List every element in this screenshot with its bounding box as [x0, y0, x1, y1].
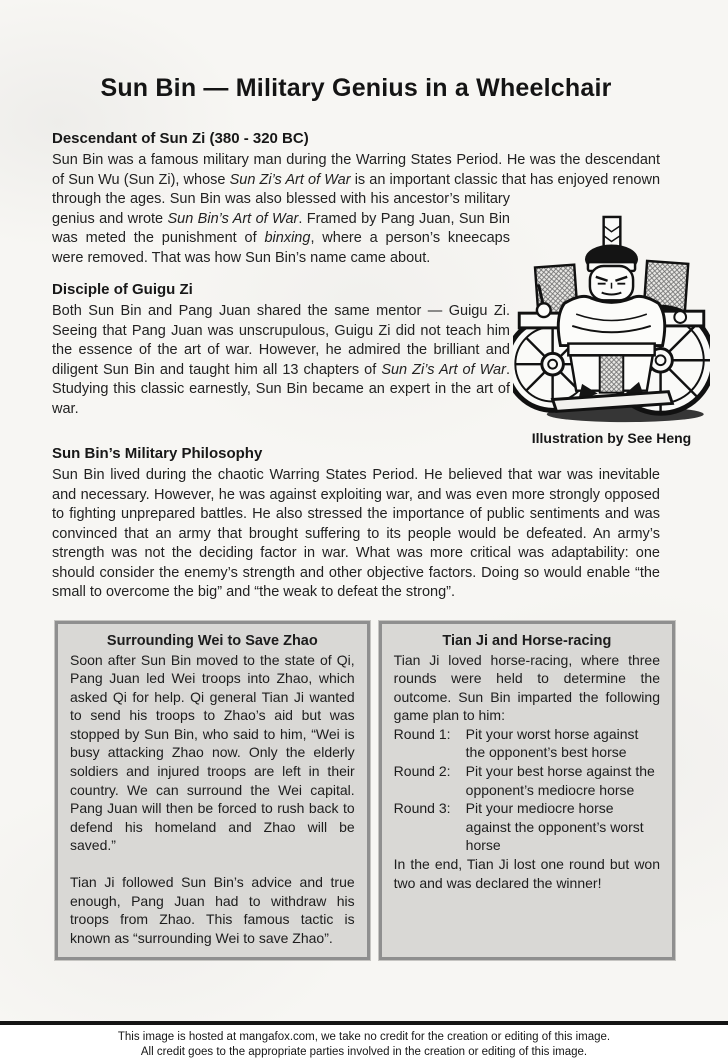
round-label: Round 3:: [393, 800, 451, 817]
rounds-list: [394, 725, 660, 855]
sun-bin-wheelchair-illustration: [513, 215, 710, 427]
round-label: Round 1:: [393, 725, 451, 742]
infobox-heading: Tian Ji and Horse-racing: [442, 632, 612, 649]
infobox-surrounding-wei: [55, 621, 370, 961]
section-heading-descendant: Descendant of Sun Zi (380 - 320 BC): [52, 130, 309, 147]
section-heading-disciple: Disciple of Guigu Zi: [52, 281, 193, 298]
round-text: Pit your worst horse against the opponent’s best horse: [465, 725, 639, 761]
round-row: [394, 725, 660, 762]
paragraph-philosophy: Sun Bin lived during the chaotic Warring States Period. He believed that war was inevitable and necessary. However, he was against exploiting war, and was even more strongly opposed to fighting unprepared battles. He also stressed the importance of public sentiments and was convinced that an army that brought suffering to its people would be defeated. An army’s strength was not the deciding factor in war. What was more critical was adaptability: one should consider the enemy’s strength and other objective factors. Doing so would enable “the small to overcome the big” and “the weak to defeat the strong”.: [52, 467, 660, 600]
text-run: , where a person’s kneecaps were removed. That was how Sun Bin’s name came about.: [52, 230, 510, 266]
text-run: . Studying this classic earnestly, Sun Bin became an expert in the art of war.: [52, 361, 510, 417]
infobox-heading: Surrounding Wei to Save Zhao: [106, 632, 318, 649]
infobox-paragraph: Soon after Sun Bin moved to the state of Qi, Pang Juan led Wei troops into Zhao, which asked Qi for help. Qi general Tian Ji wanted to send his troops to Zhao’s aid but was stopped by Sun Bin, who said to him, “Wei is busy attacking Zhao now. Only the elderly soldiers and injured troops are left in their country. We can surround the Wei capital. Pang Juan will then be forced to rush back to defend his homeland and Zhao will be saved.”: [70, 651, 355, 854]
disclaimer-line-2: All credit goes to the appropriate parties involved in the creation or editing of this image.: [140, 1046, 588, 1058]
italic-term: Sun Bin’s Art of War: [167, 210, 299, 227]
round-row: [394, 762, 660, 799]
round-text: Pit your best horse against the opponent’s mediocre horse: [465, 763, 655, 798]
text-run: Sun Bin was a famous military man during the Warring States Period. He was the descendant of Sun Wu (Sun Zi), whose: [52, 152, 660, 188]
round-text: Pit your mediocre horse against the opponent’s worst horse: [465, 800, 644, 854]
round-row: [394, 799, 660, 855]
infobox-paragraph: Tian Ji followed Sun Bin’s advice and true enough, Pang Juan had to withdraw his troops from Zhao. This famous tactic is known as “surrounding Wei to save Zhao”.: [70, 874, 355, 946]
sidebar-boxes: [55, 621, 675, 961]
text-run: . Framed by Pang Juan, Sun Bin was meted the punishment of: [52, 210, 510, 246]
text-run: Both Sun Bin and Pang Juan shared the same mentor — Guigu Zi. Seeing that Pang Juan was unscrupulous, Guigu Zi did not teach him the essence of the art of war. However, he admired the brilliant and diligent Sun Bin and taught him all 13 chapters of: [52, 303, 510, 378]
section-heading-philosophy: Sun Bin’s Military Philosophy: [52, 445, 263, 462]
italic-term: Sun Zi’s Art of War: [229, 171, 351, 188]
illustration-caption: Illustration by See Heng: [531, 430, 692, 446]
infobox-intro: Tian Ji loved horse-racing, where three rounds were held to determine the outcome. Sun Bin imparted the following game plan to him:: [393, 651, 660, 724]
text-run: is an important classic that has enjoyed renown through the ages. Sun Bin was also blessed with his ancestor’s military genius and wrote: [52, 171, 661, 227]
page-title: Sun Bin — Military Genius in a Wheelchair: [100, 74, 612, 102]
infobox-horse-racing: [379, 621, 675, 961]
infobox-outro: In the end, Tian Ji lost one round but won two and was declared the winner!: [393, 856, 660, 891]
float-spacer: [660, 151, 661, 209]
hosting-disclaimer: [0, 1021, 728, 1061]
disclaimer-line-1: This image is hosted at mangafox.com, we take no credit for the creation or editing of this image.: [117, 1031, 611, 1043]
illustration-block: [510, 209, 692, 446]
italic-term: binxing: [264, 230, 311, 246]
italic-term: Sun Zi’s Art of War: [381, 361, 506, 378]
round-label: Round 2:: [393, 763, 451, 780]
